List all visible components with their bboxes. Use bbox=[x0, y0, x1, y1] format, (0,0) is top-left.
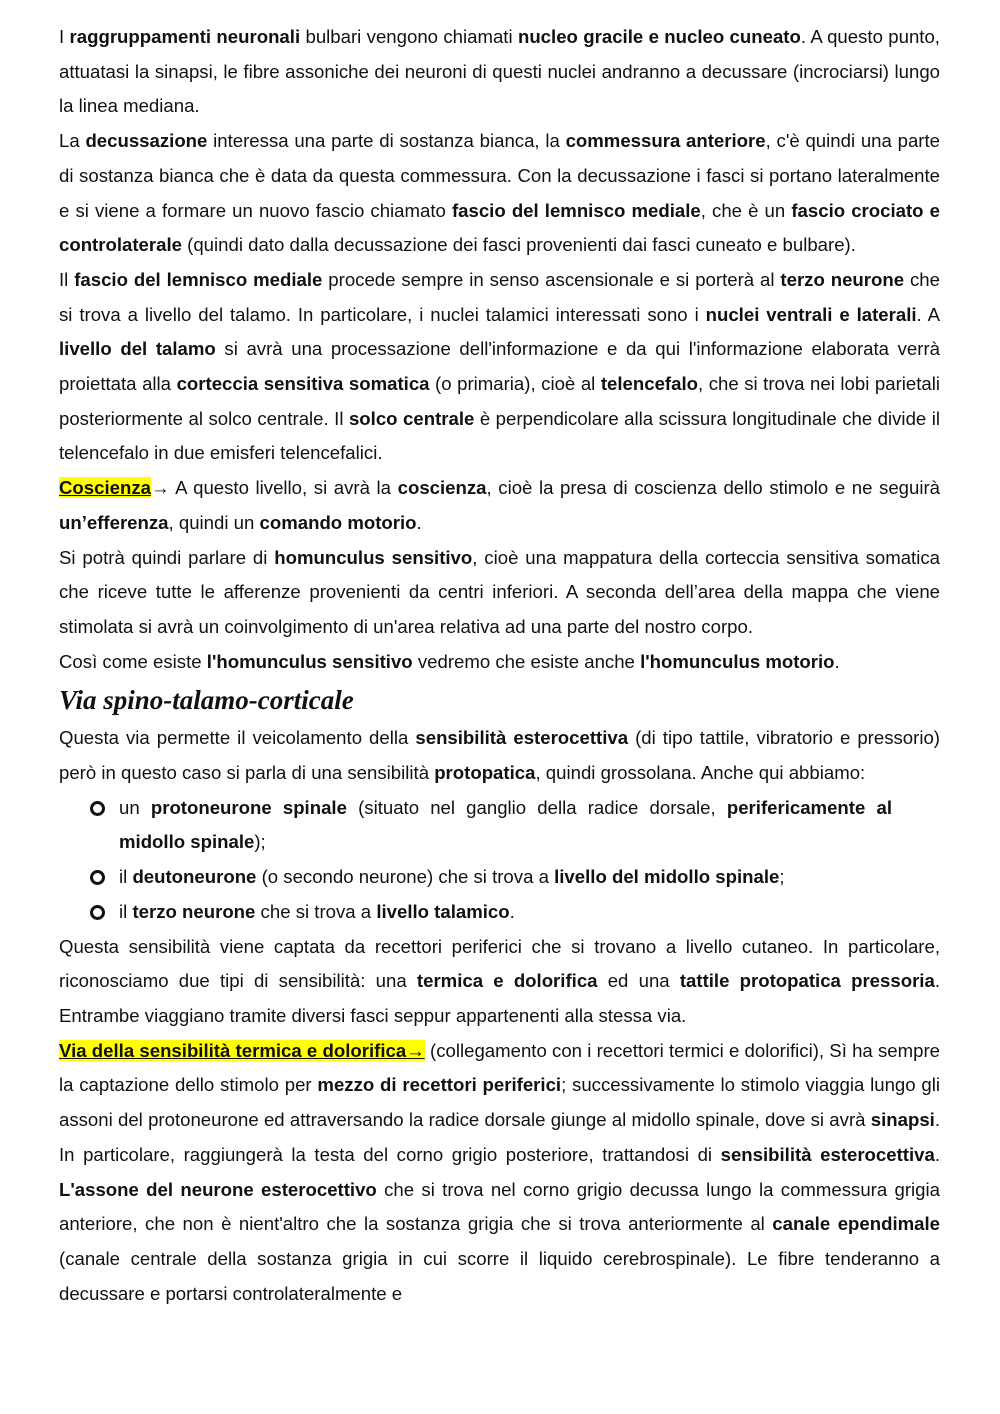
paragraph-via-intro: Questa via permette il veicolamento della sensibilità esterocettiva (di tipo tattile, vibratorio e pressorio) però in questo caso si parla di una sensibilità protopatica, quindi grossolana. Anche qui abbiamo: bbox=[59, 727, 940, 784]
paragraph-nuclei: I raggruppamenti neuronali bulbari vengono chiamati nucleo gracile e nucleo cuneato. A questo punto, attuatasi la sinapsi, le fibre assoniche dei neuroni di questi nuclei andranno a decussare (incrociarsi) lungo la linea mediana. bbox=[59, 26, 940, 117]
list-item: un protoneurone spinale (situato nel ganglio della radice dorsale, perifericamente al midollo spinale); bbox=[119, 791, 940, 860]
highlight-coscienza: Coscienza bbox=[59, 477, 151, 499]
paragraph-homunculus: Si potrà quindi parlare di homunculus sensitivo, cioè una mappatura della corteccia sensitiva somatica che riceve tutte le afferenze provenienti da centri inferiori. A seconda dell’area della mappa che viene stimolata si avrà un coinvolgimento di un'area relativa ad una parte del nostro corpo. bbox=[59, 546, 940, 637]
list-item: il terzo neurone che si trova a livello talamico. bbox=[119, 895, 940, 930]
section-heading: Via spino-talamo-corticale bbox=[59, 685, 354, 716]
list-item: il deutoneurone (o secondo neurone) che si trova a livello del midollo spinale; bbox=[119, 860, 940, 895]
paragraph-via-termica: Via della sensibilità termica e dolorifica→ (collegamento con i recettori termici e dolorifici), Sì ha sempre la captazione dello stimolo per mezzo di recettori periferici; successivamente lo stimolo viaggia lungo gli assoni del protoneurone ed attraversando la radice dorsale giunge al midollo spinale, dove si avrà sinapsi. In particolare, raggiungerà la testa del corno grigio posteriore, trattandosi di sensibilità esterocettiva. L'assone del neurone esterocettivo che si trova nel corno grigio decussa lungo la commessura grigia anteriore, che non è nient'altro che la sostanza grigia che si trova anteriormente al canale ependimale (canale centrale della sostanza grigia in cui scorre il liquido cerebrospinale). Le fibre tenderanno a decussare e portarsi controlateralmente e bbox=[59, 1039, 940, 1304]
paragraph-coscienza: Coscienza→ A questo livello, si avrà la coscienza, cioè la presa di coscienza dello stimolo e ne seguirà un’efferenza, quindi un comando motorio. bbox=[59, 477, 941, 533]
circle-bullet-icon bbox=[90, 801, 105, 816]
paragraph-decussazione: La decussazione interessa una parte di sostanza bianca, la commessura anteriore, c'è quindi una parte di sostanza bianca che è data da questa commessura. Con la decussazione i fasci si portano lateralmente e si viene a formare un nuovo fascio chiamato fascio del lemnisco mediale, che è un fascio crociato e controlaterale (quindi dato dalla decussazione dei fasci provenienti dai fasci cuneato e bulbare). bbox=[59, 130, 940, 256]
highlight-via-termica: Via della sensibilità termica e dolorifica→ bbox=[59, 1039, 425, 1061]
circle-bullet-icon bbox=[90, 870, 105, 885]
neuron-list bbox=[59, 791, 940, 930]
circle-bullet-icon bbox=[90, 905, 105, 920]
paragraph-sensibilita: Questa sensibilità viene captata da recettori periferici che si trovano a livello cutaneo. In particolare, riconosciamo due tipi di sensibilità: una termica e dolorifica ed una tattile protopatica pressoria. Entrambe viaggiano tramite diversi fasci seppur appartenenti alla stessa via. bbox=[59, 935, 940, 1026]
paragraph-lemnisco-mediale: Il fascio del lemnisco mediale procede sempre in senso ascensionale e si porterà al terzo neurone che si trova a livello del talamo. In particolare, i nuclei talamici interessati sono i nuclei ventrali e laterali. A livello del talamo si avrà una processazione dell'informazione e da qui l'informazione elaborata verrà proiettata alla corteccia sensitiva somatica (o primaria), cioè al telencefalo, che si trova nei lobi parietali posteriormente al solco centrale. Il solco centrale è perpendicolare alla scissura longitudinale che divide il telencefalo in due emisferi telencefalici. bbox=[59, 268, 941, 464]
paragraph-homunculus-motorio: Così come esiste l'homunculus sensitivo vedremo che esiste anche l'homunculus motorio. bbox=[59, 650, 840, 672]
